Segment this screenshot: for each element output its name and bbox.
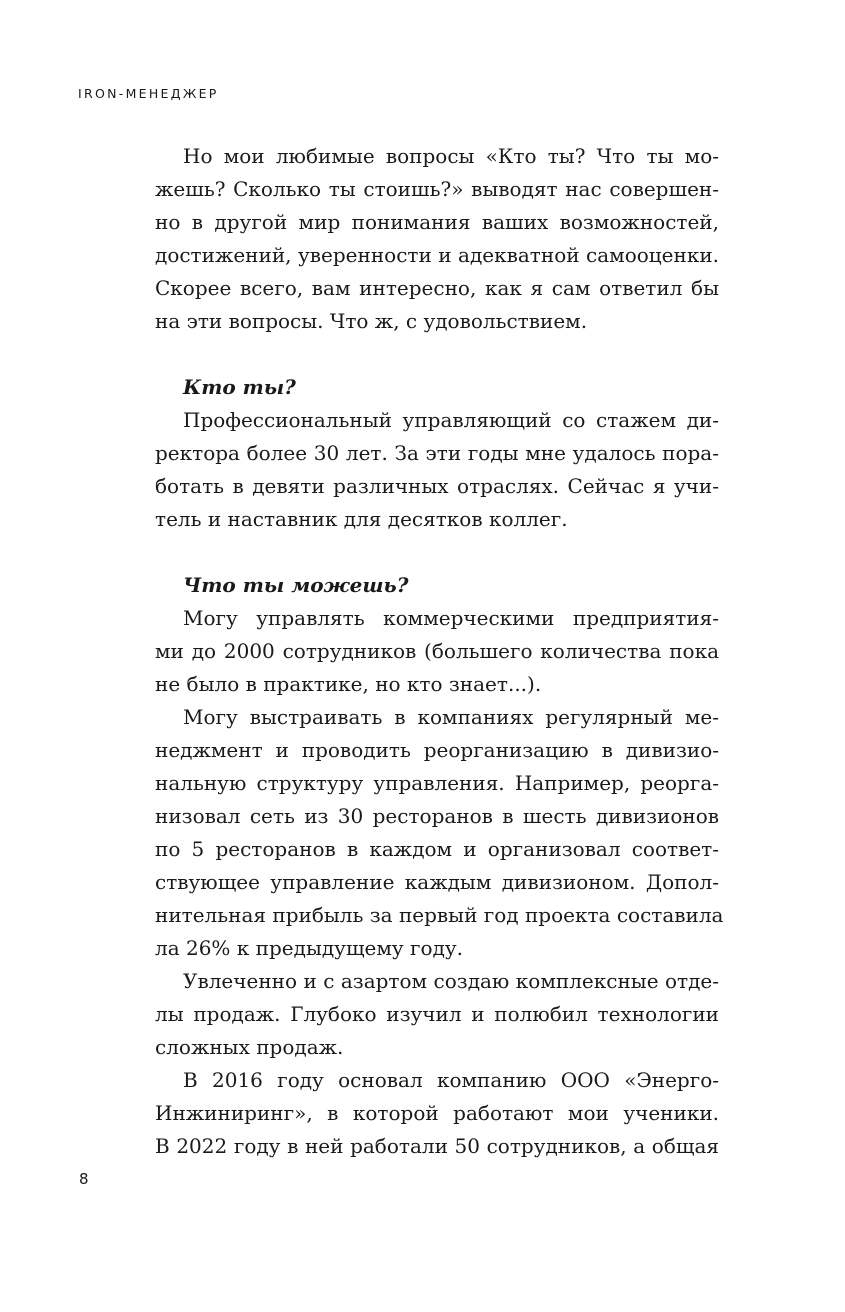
running-header: IRON-МЕНЕДЖЕР (78, 86, 219, 101)
text-line: В 2022 году в ней работали 50 сотрудников, а общая (155, 1134, 719, 1158)
text-line: ботать в девяти различных отраслях. Сейчас я учи- (155, 474, 719, 498)
text-line: Скорее всего, вам интересно, как я сам ответил бы (155, 276, 719, 300)
text-line: ствующее управление каждым дивизионом. Допол- (155, 870, 719, 894)
text-line: достижений, уверенности и адекватной самооценки. (155, 243, 719, 267)
text-line: неджмент и проводить реорганизацию в дивизио- (155, 738, 719, 762)
section-heading: Кто ты? (183, 375, 296, 399)
text-line: Но мои любимые вопросы «Кто ты? Что ты мо- (183, 144, 719, 168)
text-line: Могу выстраивать в компаниях регулярный ме- (183, 705, 719, 729)
page-number: 8 (79, 1170, 89, 1188)
text-line: Инжиниринг», в которой работают мои ученики. (155, 1101, 719, 1125)
text-line: низовал сеть из 30 ресторанов в шесть дивизионов (155, 804, 719, 828)
text-line: по 5 ресторанов в каждом и организовал соответ- (155, 837, 719, 861)
text-line: В 2016 году основал компанию ООО «Энерго- (183, 1068, 719, 1092)
text-line: жешь? Сколько ты стоишь?» выводят нас совершен- (155, 177, 719, 201)
text-line: Могу управлять коммерческими предприятия- (183, 606, 719, 630)
text-line: на эти вопросы. Что ж, с удовольствием. (155, 309, 588, 333)
text-line: не было в практике, но кто знает...). (155, 672, 542, 696)
text-line: сложных продаж. (155, 1035, 344, 1059)
text-line: Увлеченно и с азартом создаю комплексные отде- (183, 969, 719, 993)
text-line: нительная прибыль за первый год проекта составила (155, 903, 724, 927)
text-line: но в другой мир понимания ваших возможностей, (155, 210, 719, 234)
text-line: ректора более 30 лет. За эти годы мне удалось пора- (155, 441, 719, 465)
section-heading: Что ты можешь? (183, 573, 409, 597)
text-line: ми до 2000 сотрудников (большего количества пока (155, 639, 719, 663)
text-line: тель и наставник для десятков коллег. (155, 507, 568, 531)
text-line: Профессиональный управляющий со стажем ди- (183, 408, 719, 432)
text-line: лы продаж. Глубоко изучил и полюбил технологии (155, 1002, 719, 1026)
text-line: нальную структуру управления. Например, реорга- (155, 771, 719, 795)
text-line: ла 26% к предыдущему году. (155, 936, 464, 960)
